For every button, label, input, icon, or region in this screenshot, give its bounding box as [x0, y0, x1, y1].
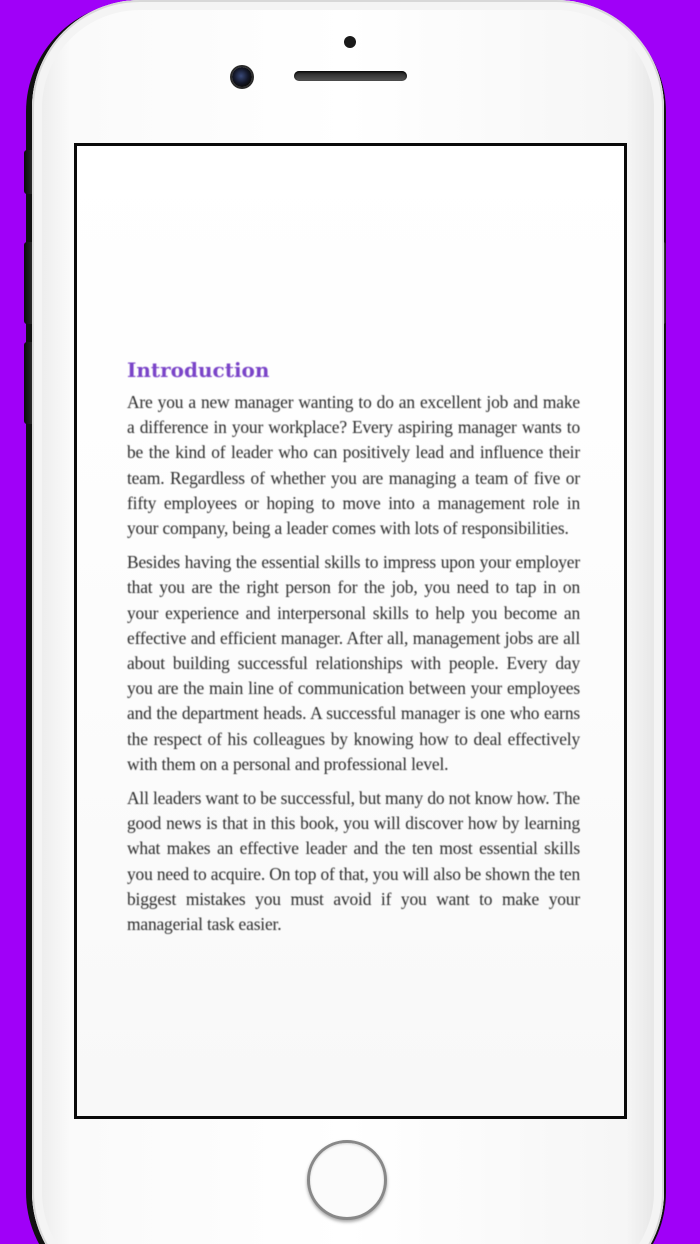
- chapter-heading: Introduction: [127, 358, 270, 382]
- paragraph-2: Besides having the essential skills to impress upon your employer that you are the right person for the job, you need to tap in on your experience and interpersonal skills to help you become an effective and efficient manager. After all, management jobs are all about building successful relationships with people. Every day you are the main line of communication between your employees and the department heads. A successful manager is one who earns the respect of his colleagues by knowing how to deal effectively with them on a personal and professional level.: [127, 552, 580, 774]
- proximity-sensor-icon: [344, 36, 356, 48]
- earpiece-speaker-icon: [294, 71, 407, 81]
- home-button-icon[interactable]: [307, 1140, 387, 1220]
- book-page[interactable]: [77, 146, 624, 1116]
- phone-screen[interactable]: [74, 143, 627, 1119]
- paragraph-1: Are you a new manager wanting to do an excellent job and make a difference in your workplace? Every aspiring manager wants to be the kind of leader who can positively lead and influence their team. Regardless of whether you are managing a team of five or fifty employees or hoping to move into a management role in your company, being a leader comes with lots of responsibilities.: [127, 392, 580, 539]
- paragraph-3: All leaders want to be successful, but many do not know how. The good news is that in this book, you will discover how by learning what makes an effective leader and the ten most essential skills you need to acquire. On top of that, you will also be shown the ten biggest mistakes you must avoid if you want to make your managerial task easier.: [127, 788, 580, 935]
- front-camera-icon: [232, 67, 252, 87]
- book-content: [127, 356, 580, 946]
